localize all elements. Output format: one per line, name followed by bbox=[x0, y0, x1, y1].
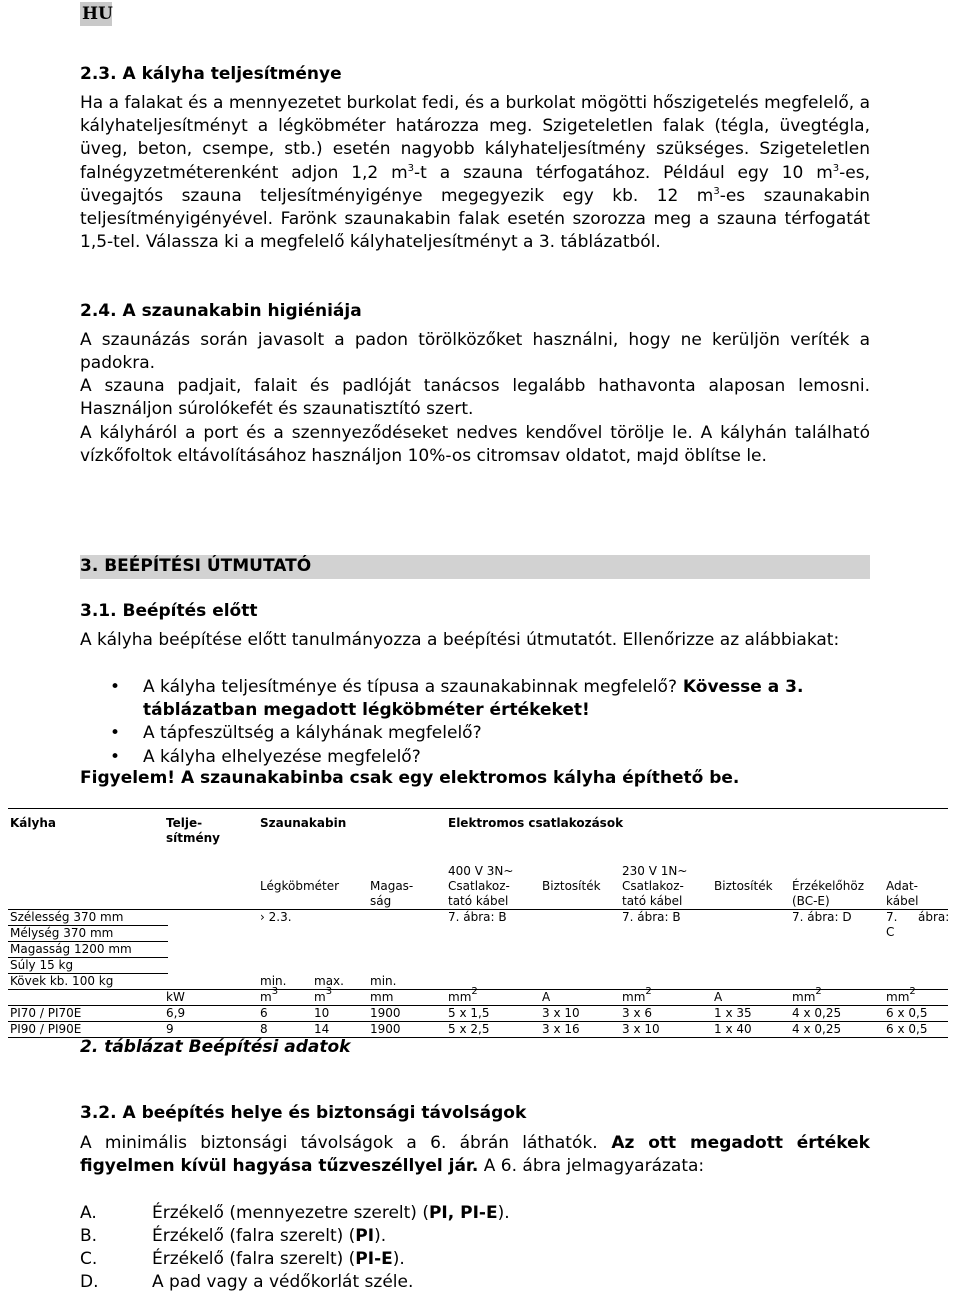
th-230v: 230 V 1N~ bbox=[622, 864, 688, 878]
th-bizt: Biztosíték bbox=[542, 879, 601, 893]
th-elektro: Elektromos csatlakozások bbox=[448, 816, 624, 830]
unit-cell: A bbox=[714, 990, 723, 1004]
unit-cell bbox=[886, 986, 916, 1005]
bullet: • bbox=[110, 746, 121, 767]
section-3-title: 3. BEÉPÍTÉSI ÚTMUTATÓ bbox=[80, 556, 312, 576]
legend-letter: C. bbox=[80, 1249, 98, 1269]
dim-cell: Magasság 1200 mm bbox=[10, 942, 132, 956]
section-2-3-paragraph bbox=[80, 92, 870, 254]
item-text: A tápfeszültség a kályhának megfelelő? bbox=[143, 723, 482, 744]
legend-text bbox=[152, 1249, 405, 1269]
max-cell: max. bbox=[314, 974, 344, 988]
unit-cell: kW bbox=[166, 990, 185, 1004]
th-adat: kábel bbox=[886, 894, 919, 908]
unit-cell bbox=[260, 986, 279, 1005]
th-telj: sítmény bbox=[166, 831, 220, 845]
table-cell: 6 bbox=[260, 1006, 268, 1020]
item-text: A kályha teljesítménye és típusa a szaunakabinnak megfelelő? bbox=[143, 677, 677, 697]
p-text: -t a szauna térfogatához. bbox=[414, 162, 651, 183]
dim-cell: Szélesség 370 mm bbox=[10, 910, 124, 924]
th-400v: Csatlakoz- bbox=[448, 879, 510, 893]
table-cell: 6,9 bbox=[166, 1006, 186, 1020]
ref-cell: 7. ábra: B bbox=[622, 910, 681, 924]
th-230v: Csatlakoz- bbox=[622, 879, 684, 893]
th-magas: Magas- bbox=[370, 879, 414, 893]
section-3-2-p1 bbox=[80, 1132, 870, 1178]
section-2-4-p2: A szauna padjait, falait és padlóját tanácsos legalább hathavonta alaposan lemosni. Használjon súrolókefét és szaunatisztító szert. bbox=[80, 376, 870, 420]
unit: m bbox=[260, 990, 272, 1004]
table-cell: 10 bbox=[314, 1006, 330, 1020]
table-cell: 3 x 16 bbox=[542, 1022, 580, 1036]
checklist bbox=[80, 676, 870, 769]
section-2-4-title: 2.4. A szaunakabin higiéniája bbox=[80, 301, 362, 321]
t: ). bbox=[497, 1203, 510, 1223]
th-magas: ság bbox=[370, 894, 392, 908]
table-cell: 1900 bbox=[370, 1006, 401, 1020]
t: Érzékelő (falra szerelt) ( bbox=[152, 1226, 356, 1246]
th-230v: tató kábel bbox=[622, 894, 683, 908]
language-badge: HU bbox=[82, 4, 113, 24]
section-2-4-p1: A szaunázás során javasolt a padon törölközőket használni, hogy ne kerüljön veríték a padokra. bbox=[80, 330, 870, 374]
th-kalyha: Kályha bbox=[10, 816, 56, 830]
ref-cell: C bbox=[886, 925, 895, 939]
dim-cell: Súly 15 kg bbox=[10, 958, 74, 972]
unit: mm bbox=[886, 990, 910, 1004]
table-cell: 1900 bbox=[370, 1022, 401, 1036]
th-szauna: Szaunakabin bbox=[260, 816, 347, 830]
th-erzekelo: Érzékelőhöz bbox=[792, 879, 865, 893]
table-cell: 9 bbox=[166, 1022, 174, 1036]
b: PI-E bbox=[355, 1249, 393, 1269]
table-cell: 1 x 40 bbox=[714, 1022, 752, 1036]
th-bizt: Biztosíték bbox=[714, 879, 773, 893]
unit: mm bbox=[792, 990, 816, 1004]
th-legkob: Légköbméter bbox=[260, 879, 340, 893]
unit-cell: A bbox=[542, 990, 551, 1004]
table-cell: 3 x 6 bbox=[622, 1006, 652, 1020]
table-cell: 3 x 10 bbox=[622, 1022, 660, 1036]
dim-cell: Kövek kb. 100 kg bbox=[10, 974, 114, 988]
table-cell: 6 x 0,5 bbox=[886, 1022, 928, 1036]
sup: 2 bbox=[815, 986, 822, 997]
item-bold: Kövesse a 3. táblázatban megadott légköbméter értékeket! bbox=[143, 677, 804, 721]
p-text: Farönk szaunakabin falak esetén szorozza meg a szauna térfogatát 1,5-tel. Válassza ki a megfelelő kályhateljesítményt a 3. táblázatból. bbox=[80, 209, 870, 253]
unit: m bbox=[314, 990, 326, 1004]
sup: 3 bbox=[832, 162, 840, 174]
min-cell: min. bbox=[260, 974, 287, 988]
sup: 3 bbox=[407, 162, 415, 174]
th-erzekelo: (BC-E) bbox=[792, 894, 830, 908]
th-400v: 400 V 3N~ bbox=[448, 864, 514, 878]
table-cell: PI70 / PI70E bbox=[10, 1006, 82, 1020]
t: Érzékelő (falra szerelt) ( bbox=[152, 1249, 356, 1269]
legend-letter: D. bbox=[80, 1272, 99, 1292]
installation-table bbox=[8, 808, 948, 1038]
table-cell: 6 x 0,5 bbox=[886, 1006, 928, 1020]
table-cell: 3 x 10 bbox=[542, 1006, 580, 1020]
list-item bbox=[80, 722, 870, 745]
section-3-1-p1: A kályha beépítése előtt tanulmányozza a beépítési útmutatót. Ellenőrizze az alábbiakat: bbox=[80, 630, 840, 650]
ref-cell: 7. ábra: D bbox=[792, 910, 852, 924]
table-caption: 2. táblázat Beépítési adatok bbox=[80, 1037, 351, 1057]
table-cell: 4 x 0,25 bbox=[792, 1006, 842, 1020]
table-cell: 4 x 0,25 bbox=[792, 1022, 842, 1036]
bullet: • bbox=[110, 723, 121, 744]
dim-cell: Mélység 370 mm bbox=[10, 926, 114, 940]
table-cell: PI90 / PI90E bbox=[10, 1022, 82, 1036]
table-cell: 14 bbox=[314, 1022, 330, 1036]
th-telj: Telje- bbox=[166, 816, 203, 830]
min-cell: min. bbox=[370, 974, 397, 988]
sup: 3 bbox=[325, 986, 333, 997]
unit-cell bbox=[448, 986, 478, 1005]
b: PI, PI-E bbox=[428, 1203, 498, 1223]
t: Érzékelő (mennyezetre szerelt) ( bbox=[152, 1203, 429, 1223]
list-item bbox=[80, 746, 870, 769]
legend-text bbox=[152, 1203, 510, 1223]
p-text: A minimális biztonsági távolságok a 6. ábrán láthatók. bbox=[80, 1133, 598, 1153]
legend-letter: B. bbox=[80, 1226, 98, 1246]
b: PI bbox=[355, 1226, 375, 1246]
th-adat: Adat- bbox=[886, 879, 919, 893]
sup: 3 bbox=[713, 185, 720, 197]
table-cell: 1 x 35 bbox=[714, 1006, 752, 1020]
t: ). bbox=[374, 1226, 387, 1246]
section-3-2-title: 3.2. A beépítés helye és biztonsági távolságok bbox=[80, 1103, 527, 1123]
unit-cell: mm bbox=[370, 990, 394, 1004]
table-rule bbox=[8, 808, 948, 809]
ref-cell: › 2.3. bbox=[260, 910, 292, 924]
section-3-1-title: 3.1. Beépítés előtt bbox=[80, 601, 258, 621]
legend-text: A pad vagy a védőkorlát széle. bbox=[152, 1272, 414, 1292]
table-cell: 8 bbox=[260, 1022, 268, 1036]
unit: mm bbox=[622, 990, 646, 1004]
unit: mm bbox=[448, 990, 472, 1004]
item-text: A kályha elhelyezése megfelelő? bbox=[143, 746, 421, 767]
list-item bbox=[80, 676, 870, 722]
unit-cell bbox=[314, 986, 333, 1005]
t: ). bbox=[392, 1249, 405, 1269]
ref-cell: 7. ábra: B bbox=[448, 910, 507, 924]
warning: Figyelem! A szaunakabinba csak egy elektromos kályha építhető be. bbox=[80, 768, 740, 788]
p-text: Ha a falakat és a mennyezetet burkolat fedi, és a burkolat mögötti hőszigetelés megfelelő, a kályhateljesítményt a légköbméter határozza meg. Szigeteletlen falak (tégla, üvegtégla, üveg, beton, csempe, stb.) esetén nagyobb kályhateljesítmény szükséges. Szigeteletlen falnégyzetméterenként adjon 1,2 m bbox=[80, 93, 870, 183]
section-2-3-title: 2.3. A kályha teljesítménye bbox=[80, 64, 342, 84]
unit-cell bbox=[792, 986, 822, 1005]
table-cell: 5 x 2,5 bbox=[448, 1022, 490, 1036]
table-cell: 5 x 1,5 bbox=[448, 1006, 490, 1020]
p-text: Például egy 10 m bbox=[650, 162, 833, 183]
sup: 2 bbox=[909, 986, 916, 997]
bullet: • bbox=[110, 677, 121, 697]
legend-letter: A. bbox=[80, 1203, 97, 1223]
sup: 3 bbox=[271, 986, 279, 997]
p-text: A 6. ábra jelmagyarázata: bbox=[478, 1156, 705, 1177]
section-2-4-p3: A kályháról a port és a szennyeződéseket nedves kendővel törölje le. A kályhán található vízkőfoltok eltávolításához használjon 10%-os citromsav oldatot, majd öblítse le. bbox=[80, 423, 870, 467]
sup: 2 bbox=[471, 986, 478, 997]
ref-cell: 7. bbox=[886, 910, 898, 924]
p-bold: Az ott megadott értékek figyelmen kívül hagyása tűzveszéllyel jár. bbox=[80, 1133, 870, 1177]
th-400v: tató kábel bbox=[448, 894, 509, 908]
ref-cell: ábra: bbox=[918, 910, 950, 924]
legend-text bbox=[152, 1226, 386, 1246]
sup: 2 bbox=[645, 986, 652, 997]
p-text: -es, üvegajtós szauna teljesítményigénye megegyezik egy kb. 12 m bbox=[80, 162, 870, 206]
unit-cell bbox=[622, 986, 652, 1005]
p-text: -es szaunakabin teljesítményigényével. bbox=[80, 185, 870, 230]
